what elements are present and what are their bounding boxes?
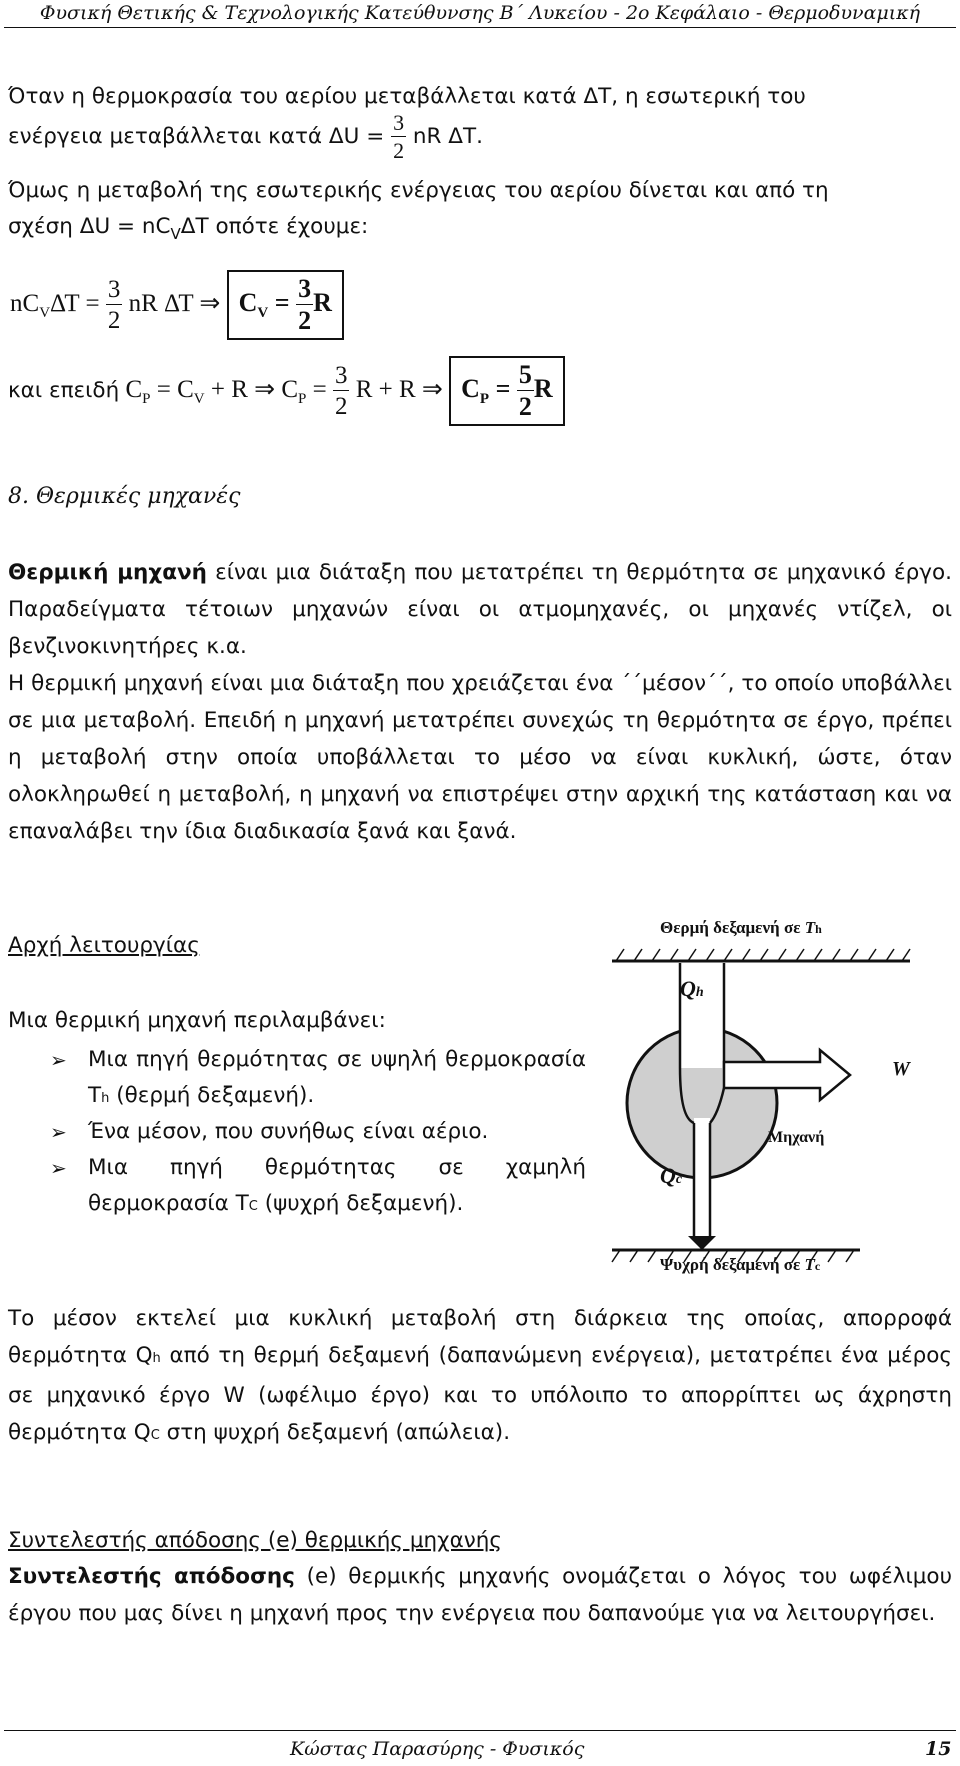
intro-line-4-prefix: σχέση ΔU = nC bbox=[8, 214, 171, 239]
section-paragraph-1 bbox=[8, 554, 952, 665]
eq2-box-sub: P bbox=[479, 390, 490, 407]
equation-cv bbox=[10, 270, 344, 340]
eq1-result-box bbox=[227, 270, 344, 340]
eq2-box-fraction bbox=[517, 362, 534, 420]
term-efficiency: Συντελεστής απόδοσης bbox=[8, 1564, 295, 1589]
eq1-box-r: R bbox=[313, 287, 332, 317]
list-item bbox=[8, 1114, 586, 1150]
cold-reservoir-t-sub: c bbox=[814, 1259, 821, 1273]
eq1-box-c: C bbox=[238, 287, 258, 317]
cold-reservoir-text: Ψυχρή δεξαμενή σε bbox=[660, 1255, 805, 1274]
efficiency-text: θερμικής μηχανής ονομάζεται ο λόγος του ωφέλιμου έργου που μας δίνει η μηχανή προς την ενέργεια που δαπανούμε για να λειτουργήσει. bbox=[8, 1564, 953, 1626]
eq2-cv-sub: V bbox=[193, 390, 205, 407]
cycle-sub-h: h bbox=[152, 1351, 161, 1366]
fraction-denominator: 2 bbox=[393, 138, 405, 163]
eq2-cv: = C bbox=[156, 375, 194, 403]
components-list bbox=[8, 1042, 586, 1222]
intro-line-2-prefix: ενέργεια μεταβάλλεται κατά ΔU = bbox=[8, 124, 385, 149]
qh-sub: h bbox=[695, 985, 704, 1000]
header-rule bbox=[4, 27, 956, 28]
qc-q: Q bbox=[660, 1163, 676, 1188]
list-item bbox=[8, 1042, 586, 1114]
intro-line-1: Όταν η θερμοκρασία του αερίου μεταβάλλεται κατά ΔΤ, η εσωτερική του bbox=[8, 84, 806, 109]
cycle-paragraph bbox=[8, 1300, 952, 1454]
bullet-arrow-icon: ➢ bbox=[50, 1048, 67, 1072]
list-item-sub: h bbox=[101, 1091, 110, 1106]
eq2-plus-r: + R ⇒ C bbox=[210, 375, 299, 403]
qc-sub: c bbox=[675, 1172, 683, 1187]
eq1-box-denominator: 2 bbox=[298, 306, 312, 335]
bullet-arrow-icon: ➢ bbox=[50, 1156, 67, 1180]
eq2-box-c: C bbox=[461, 373, 480, 403]
cycle-text-1: Το μέσον εκτελεί μια κυκλική μεταβολή στη διάρκεια της οποίας, απορροφά θερμότητα Q bbox=[8, 1306, 952, 1368]
term-heat-engine: Θερμική μηχανή bbox=[8, 560, 207, 585]
eq1-middle: nR ΔΤ ⇒ bbox=[128, 289, 221, 317]
eq2-box-equals: = bbox=[495, 373, 511, 403]
eq1-left: nC bbox=[10, 289, 40, 317]
intro-line-4-suffix: ΔΤ οπότε έχουμε: bbox=[180, 214, 369, 239]
efficiency-heading: Συντελεστής απόδοσης (e) θερμικής μηχανής bbox=[8, 1528, 502, 1553]
page-header: Φυσική Θετικής & Τεχνολογικής Κατεύθυνσης Β΄ Λυκείου - 2ο Κεφάλαιο - Θερμοδυναμική bbox=[39, 2, 921, 24]
section-title: 8. Θερμικές μηχανές bbox=[8, 484, 241, 509]
cold-reservoir-t: T bbox=[804, 1255, 815, 1274]
list-item-text: Ένα μέσον, που συνήθως είναι αέριο. bbox=[88, 1119, 489, 1144]
eq2-box-numerator: 5 bbox=[518, 360, 532, 389]
cycle-text-2: από τη θερμή δεξαμενή (δαπανώμενη ενέργεια), μετατρέπει ένα μέρος σε μηχανικό έργο W (ωφέλιμο έργο) και το υπόλοιπο το απορρίπτει ως άχρηστη θερμότητα Q bbox=[8, 1343, 953, 1445]
eq1-box-fraction bbox=[296, 276, 313, 334]
efficiency-paragraph bbox=[8, 1558, 952, 1632]
cold-reservoir-label bbox=[660, 1255, 820, 1275]
hot-reservoir-t: T bbox=[804, 918, 816, 937]
eq2-prefix: και επειδή bbox=[8, 377, 120, 403]
principle-heading: Αρχή λειτουργίας bbox=[8, 933, 200, 958]
eq2-r-plus-r: R + R ⇒ bbox=[355, 375, 443, 403]
list-item-sub: C bbox=[248, 1199, 258, 1214]
list-item-text: Μια πηγή θερμότητας σε υψηλή θερμοκρασία Τ bbox=[88, 1047, 586, 1108]
eq2-cp-sub: P bbox=[142, 390, 151, 407]
eq1-denominator: 2 bbox=[107, 307, 121, 335]
eq2-fraction bbox=[333, 363, 350, 419]
eq2-box-r: R bbox=[533, 373, 553, 403]
section-paragraph-2: Η θερμική μηχανή είναι μια διάταξη που χρειάζεται ένα ΄΄μέσον΄΄, το οποίο υποβάλλει σε μια μεταβολή. Επειδή η μηχανή μετατρέπει συνεχώς τη θερμότητα σε έργο, πρέπει η μεταβολή στην οποία υποβάλλεται το μέσο να είναι κυκλική, ώστε, όταν ολοκληρωθεί η μεταβολή, η μηχανή να επιστρέψει στην αρχική της κατάσταση και να επαναλάβει την ίδια διαδικασία ξανά και ξανά. bbox=[8, 671, 952, 844]
heat-engine-drawing bbox=[610, 918, 930, 1288]
eq2-box-denominator: 2 bbox=[518, 392, 532, 421]
intro-line-3: Όμως η μεταβολή της εσωτερικής ενέργειας του αερίου δίνεται και από τη bbox=[8, 178, 829, 203]
list-item bbox=[8, 1150, 586, 1222]
eq1-left-rest: ΔΤ = bbox=[50, 289, 100, 317]
qh-label bbox=[680, 976, 704, 1002]
eq1-box-numerator: 3 bbox=[298, 274, 312, 303]
qh-q: Q bbox=[680, 976, 696, 1001]
hot-reservoir-t-sub: h bbox=[815, 922, 822, 936]
intro-line-2-suffix: nR ΔΤ. bbox=[412, 124, 483, 149]
efficiency-symbol: (e) bbox=[294, 1564, 337, 1589]
section-paragraph-1-text: είναι μια διάταξη που μετατρέπει τη θερμότητα σε μηχανικό έργο. Παραδείγματα τέτοιων μηχανών είναι οι ατμομηχανές, οι μηχανές ντίζελ, οι βενζινοκινητήρες κ.α. bbox=[8, 560, 952, 659]
eq2-cp: C bbox=[125, 375, 143, 403]
heat-engine-diagram bbox=[610, 918, 930, 1288]
principle-intro: Μια θερμική μηχανή περιλαμβάνει: bbox=[8, 1008, 386, 1033]
footer-author: Κώστας Παρασύρης - Φυσικός bbox=[290, 1738, 585, 1760]
eq2-numerator: 3 bbox=[334, 362, 348, 390]
eq1-fraction bbox=[106, 277, 123, 333]
fraction-3-2 bbox=[391, 112, 406, 162]
footer-rule bbox=[4, 1730, 956, 1731]
intro-line-2 bbox=[8, 112, 952, 162]
list-item-text-end: (ψυχρή δεξαμενή). bbox=[257, 1191, 464, 1216]
list-item-text: Μια πηγή θερμότητας σε χαμηλή θερμοκρασία Τ bbox=[88, 1155, 586, 1216]
eq1-left-sub: V bbox=[39, 304, 51, 321]
bullet-arrow-icon: ➢ bbox=[50, 1120, 67, 1144]
cycle-text-3: στη ψυχρή δεξαμενή (απώλεια). bbox=[159, 1420, 511, 1445]
equation-cp bbox=[8, 356, 565, 426]
eq2-denominator: 2 bbox=[334, 393, 348, 421]
page-number: 15 bbox=[925, 1738, 952, 1760]
cycle-sub-c: C bbox=[150, 1428, 160, 1443]
eq1-numerator: 3 bbox=[107, 276, 121, 304]
list-item-text-end: (θερμή δεξαμενή). bbox=[109, 1083, 315, 1108]
intro-line-4 bbox=[8, 208, 952, 253]
fraction-numerator: 3 bbox=[393, 110, 405, 135]
qc-label bbox=[660, 1163, 682, 1189]
eq2-equals: = bbox=[312, 375, 327, 403]
eq2-result-box bbox=[449, 356, 565, 426]
eq2-cp2-sub: P bbox=[298, 390, 307, 407]
engine-label: Μηχανή bbox=[768, 1129, 825, 1146]
subscript-v: V bbox=[170, 225, 181, 243]
hot-reservoir-text: Θερμή δεξαμενή σε bbox=[660, 918, 805, 937]
eq1-box-sub: V bbox=[257, 304, 269, 321]
eq1-box-equals: = bbox=[274, 287, 290, 317]
work-label: W bbox=[892, 1058, 910, 1080]
